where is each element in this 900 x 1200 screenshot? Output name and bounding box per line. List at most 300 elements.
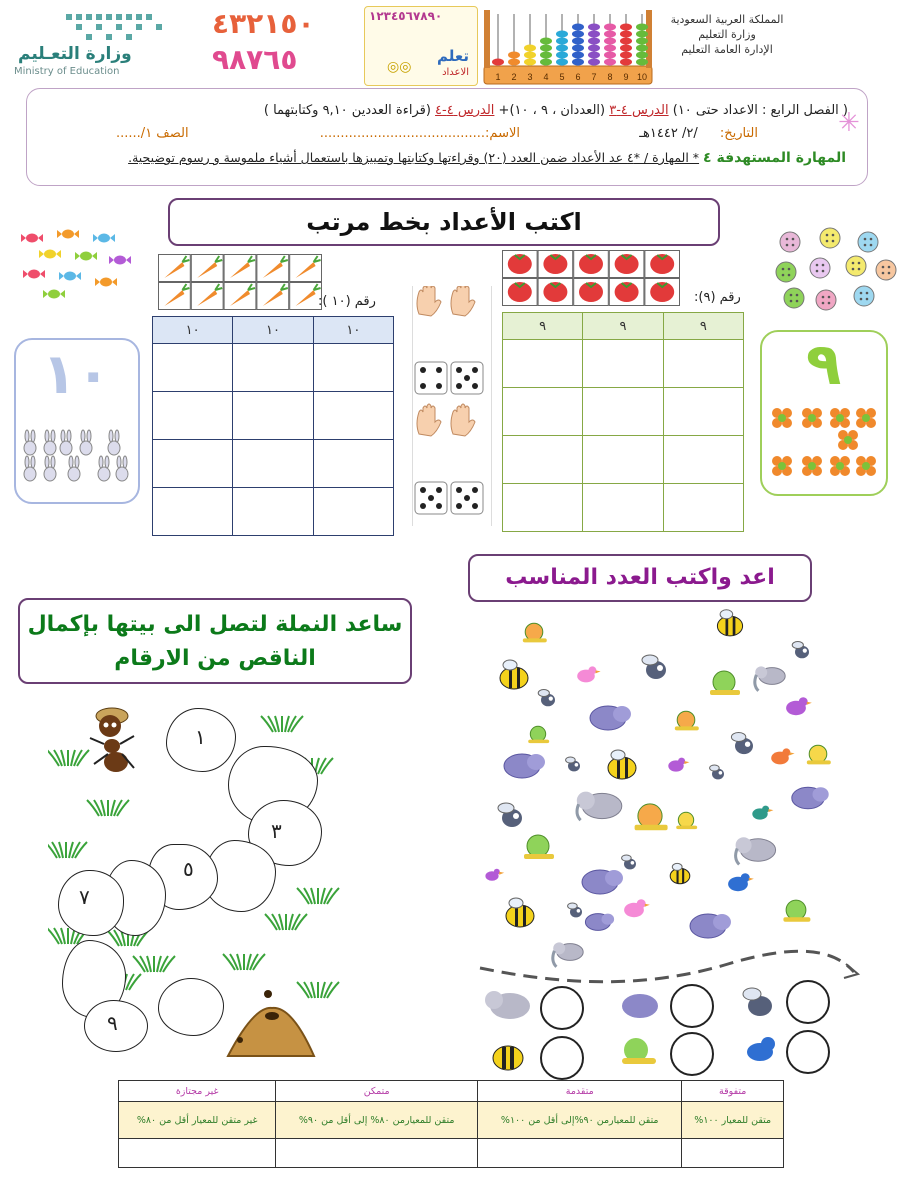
abacus-bead (588, 24, 600, 31)
bird-head (494, 869, 500, 875)
skill-label: المهارة المستهدفة ٤ (703, 150, 846, 166)
fly-eye (513, 813, 519, 819)
writing-cell[interactable] (583, 436, 663, 484)
elephant-icon (484, 984, 534, 1024)
name-label: الاسم:........................................ (319, 126, 520, 141)
rabbit-body (60, 441, 72, 455)
rubric-student-cell[interactable] (276, 1139, 478, 1168)
button-hole (822, 302, 825, 305)
snail-answer-icon (616, 1034, 660, 1068)
bee-body (608, 757, 636, 779)
button-hole (822, 270, 825, 273)
writing-cell[interactable] (663, 436, 743, 484)
bird-beak (768, 809, 773, 812)
skill-text: * المهارة / *٤ عد الأعداد ضمن العدد (٢٠) وقراءتها وكتابتها وتمييزها باستعمال أشياء ملموسة و رسوم توضيحية. (128, 150, 700, 165)
button-hole (866, 298, 869, 301)
hippo-head (713, 914, 731, 930)
button-hole (788, 274, 791, 277)
fly-wing (792, 642, 803, 649)
writing-cell[interactable] (663, 484, 743, 532)
abacus-bead (588, 38, 600, 45)
hand-shape (417, 286, 441, 316)
rabbit-ear (25, 430, 29, 442)
writing-cell[interactable] (583, 340, 663, 388)
count-write-title: اعد واكتب العدد المناسب (468, 554, 812, 602)
fly-wing (538, 690, 549, 697)
buttons-decoration (774, 226, 898, 312)
rubric-student-cell[interactable] (478, 1139, 682, 1168)
organization-lines (642, 12, 812, 57)
snail-foot (675, 726, 699, 730)
abacus-bead (620, 38, 632, 45)
learn-numbers-card (364, 6, 478, 86)
die-pip (464, 375, 470, 381)
button-shape (810, 258, 830, 278)
die-pip (472, 503, 478, 509)
abacus-bead (604, 45, 616, 52)
bird-head (762, 806, 769, 813)
bee-stripe (515, 906, 518, 926)
chapter-text: ( الفصل الرابع : الاعداد حتى ١٠) (672, 103, 848, 118)
flower-center (862, 462, 870, 470)
ten-card-number: ١٠ (42, 342, 111, 407)
abacus-number: 1 (495, 72, 501, 82)
nine-writing-table (502, 312, 744, 532)
date-field[interactable] (639, 126, 758, 141)
grass-blade (117, 800, 129, 816)
rabbit-ear (123, 456, 127, 468)
button-hole (790, 294, 793, 297)
bird-answer-icon (742, 1032, 778, 1068)
stone-number: ٣ (271, 819, 282, 843)
ant-path-title: ساعد النملة لتصل الى بيتها بإكمال الناقص من الارقام (18, 598, 412, 684)
button-hole (852, 268, 855, 271)
stone-number: ٧ (79, 885, 90, 909)
abacus-bead (604, 24, 616, 31)
snail-foot (710, 690, 740, 695)
candy-body (64, 272, 76, 281)
bee-answer-icon (488, 1036, 528, 1074)
elephant-answer-circle[interactable] (540, 986, 584, 1030)
hippo-head (527, 754, 545, 770)
skill-line (128, 150, 846, 166)
rabbit-ear (81, 430, 85, 442)
rubric-student-cell[interactable] (119, 1139, 276, 1168)
rubric-description: متقن للمعيار ١٠٠% (682, 1102, 784, 1139)
abacus-bead (540, 38, 552, 45)
writing-cell[interactable] (503, 388, 583, 436)
die-face (415, 362, 447, 394)
tomato-body (615, 254, 639, 274)
org-line-2: وزارة التعليم (698, 28, 756, 41)
abacus-bead (588, 31, 600, 38)
bee-stripe (682, 869, 684, 883)
bird-beak (684, 761, 689, 764)
stone-number: ١ (195, 725, 206, 749)
rabbit-ear (45, 456, 49, 468)
bird-beak (645, 904, 650, 907)
grass-blade (291, 716, 303, 732)
ministry-logo-english: Ministry of Education (14, 66, 120, 77)
hand-shape (451, 404, 475, 436)
rabbit-ear (99, 456, 103, 468)
nine-header-cell: ٩ (663, 313, 743, 340)
tomato-body (650, 254, 674, 274)
writing-cell[interactable] (503, 340, 583, 388)
button-shape (820, 228, 840, 248)
ant-hill-icon (224, 986, 318, 1060)
path-stone[interactable] (84, 1000, 148, 1052)
fly-eye (803, 649, 807, 653)
abacus-bead (588, 59, 600, 66)
bird-head (782, 748, 790, 756)
bird-beak (596, 670, 601, 673)
rabbit-ear (31, 456, 35, 468)
bee-wing (503, 660, 517, 670)
button-hole (888, 272, 891, 275)
grass-blade (265, 914, 277, 930)
rabbit-body (98, 467, 110, 481)
elephant-head (577, 792, 595, 810)
numbers-text: (العددان ، ٩ ، ١٠)+ (498, 103, 606, 118)
nine-card-number: ٩ (806, 330, 842, 398)
bee-stripe (677, 869, 679, 883)
writing-cell[interactable] (313, 344, 393, 392)
abacus-bead (572, 38, 584, 45)
stone-number: ٩ (107, 1011, 118, 1035)
fly-wing (731, 733, 745, 742)
abacus-number: 4 (543, 72, 549, 82)
writing-cell[interactable] (233, 488, 313, 536)
bird-answer-circle[interactable] (786, 1030, 830, 1074)
hippo-icon (618, 986, 662, 1022)
learn-card-sub: الاعداد (442, 67, 469, 78)
rubric-description: غير متقن للمعيار أقل من ٨٠% (119, 1102, 276, 1139)
abacus-bead (524, 45, 536, 52)
snail-foot (807, 760, 831, 764)
abacus-number: 7 (591, 72, 597, 82)
bee-wing (672, 863, 682, 870)
label-number-ten: رقم (١٠ ): (318, 294, 376, 309)
button-hole (832, 240, 835, 243)
button-shape (858, 232, 878, 252)
rubric-description: متقن للمعيارمن ٩٠%إلى أقل من ١٠٠% (478, 1102, 682, 1139)
bee-wing (611, 750, 625, 760)
learn-card-digits: ١٢٣٤٥٦٧٨٩٠ (369, 9, 443, 23)
writing-cell[interactable] (153, 488, 233, 536)
abacus-bead (492, 59, 504, 66)
writing-cell[interactable] (663, 340, 743, 388)
candy-body (114, 256, 126, 265)
abacus-bead (620, 31, 632, 38)
flower-center (836, 414, 844, 422)
rabbit-ear (45, 430, 49, 442)
die-pip (472, 367, 478, 373)
bee-stripe (517, 668, 520, 688)
bird-head (588, 666, 596, 674)
hands-dice-strip (412, 286, 492, 526)
rabbit-body (44, 441, 56, 455)
abacus-bead (636, 59, 648, 66)
glasses-icon: ◎◎ (387, 59, 412, 75)
path-stone[interactable] (58, 870, 124, 936)
abacus-bead (556, 52, 568, 59)
writing-cell[interactable] (233, 344, 313, 392)
abacus-bead (604, 31, 616, 38)
abacus-bead (620, 24, 632, 31)
fly-wing (622, 855, 632, 861)
fly-wing (710, 765, 720, 771)
button-hole (870, 244, 873, 247)
fly-eye (657, 665, 663, 671)
bee-body (500, 667, 528, 689)
assessment-rubric-table (118, 1080, 784, 1168)
candy-body (48, 290, 60, 299)
candy-body (44, 250, 56, 259)
die-pip (436, 503, 442, 509)
hand-shape (451, 286, 475, 316)
button-shape (776, 262, 796, 282)
bee-wing (720, 610, 733, 619)
candy-body (98, 234, 110, 243)
die-pip (456, 383, 462, 389)
nine-header-cell: ٩ (503, 313, 583, 340)
tomato-body (543, 254, 567, 274)
abacus-number: 6 (575, 72, 581, 82)
bee-wing (509, 898, 523, 908)
writing-cell[interactable] (313, 488, 393, 536)
rabbit-ear (115, 430, 119, 442)
grass-blade (327, 982, 339, 998)
button-hole (790, 300, 793, 303)
rabbit-body (80, 441, 92, 455)
abacus-bead (620, 59, 632, 66)
bird-beak (749, 878, 754, 881)
writing-cell[interactable] (233, 440, 313, 488)
rabbit-ear (109, 430, 113, 442)
abacus-bead (620, 52, 632, 59)
snail-shell (713, 671, 735, 693)
org-line-3: الإدارة العامة التعليم (681, 43, 773, 56)
flower-center (808, 414, 816, 422)
rabbit-body (116, 467, 128, 481)
bird-head (741, 873, 750, 882)
button-hole (822, 264, 825, 267)
abacus-number: 5 (559, 72, 565, 82)
writing-cell[interactable] (663, 388, 743, 436)
hippo-head (813, 787, 829, 801)
abacus-bead (604, 59, 616, 66)
rubric-student-cell[interactable] (682, 1139, 784, 1168)
abacus-bead (524, 52, 536, 59)
bee-stripe (523, 906, 526, 926)
snail-foot (523, 638, 547, 642)
die-pip (436, 383, 442, 389)
button-hole (858, 268, 861, 271)
carrot-ten-frame (158, 254, 322, 310)
abacus-bead (604, 38, 616, 45)
die-pip (436, 487, 442, 493)
path-stone[interactable] (158, 978, 224, 1036)
snail-shell (527, 835, 549, 857)
button-shape (846, 256, 866, 276)
grass-blade (48, 928, 59, 944)
fly-answer-icon (736, 984, 778, 1020)
die-pip (456, 503, 462, 509)
fly-eye (719, 771, 723, 775)
bee-body (506, 905, 534, 927)
rabbit-ear (51, 430, 55, 442)
tomato-body (508, 282, 532, 302)
bird-head (678, 758, 685, 765)
grass-blade (48, 750, 59, 766)
candy-body (100, 278, 112, 287)
writing-cell[interactable] (153, 440, 233, 488)
abacus-icon (480, 6, 656, 88)
rabbit-ear (117, 456, 121, 468)
abacus-bead (540, 59, 552, 66)
rubric-header: متفوقة (682, 1081, 784, 1102)
fly-icon (736, 984, 778, 1020)
bird-head (799, 697, 808, 706)
die-pip (428, 495, 434, 501)
number-ten-card (14, 338, 140, 504)
digits-art-line-1: ٤٣٢١٥٠ (212, 7, 315, 40)
button-hole (786, 238, 789, 241)
snail-icon (616, 1034, 660, 1068)
rabbit-ear (75, 456, 79, 468)
button-hole (882, 266, 885, 269)
button-hole (792, 238, 795, 241)
die-pip (420, 383, 426, 389)
name-field[interactable] (320, 126, 520, 141)
fly-eye (577, 909, 581, 913)
tomato-body (579, 282, 603, 302)
hippo-head (605, 870, 623, 886)
button-hole (782, 268, 785, 271)
candy-icon (20, 224, 132, 308)
tomato-body (615, 282, 639, 302)
grass-blade (295, 914, 307, 930)
abacus-bead (588, 45, 600, 52)
die-pip (456, 487, 462, 493)
button-hole (826, 234, 829, 237)
grass-blade (87, 800, 99, 816)
snail-shell (786, 900, 806, 920)
die-pip (472, 383, 478, 389)
button-hole (864, 244, 867, 247)
button-hole (828, 296, 831, 299)
button-hole (796, 294, 799, 297)
candy-body (28, 270, 40, 279)
bird-beak (807, 702, 812, 705)
lesson-3-link: الدرس ٤-٣ (609, 103, 669, 118)
fly-eye (575, 763, 579, 767)
writing-cell[interactable] (583, 388, 663, 436)
button-shape (854, 286, 874, 306)
die-pip (420, 367, 426, 373)
abacus-bead (508, 59, 520, 66)
rubric-description: متقن للمعيارمن ٨٠% إلى أقل من ٩٠% (276, 1102, 478, 1139)
abacus-bead (556, 31, 568, 38)
button-hole (816, 270, 819, 273)
tomato-ten-frame (502, 250, 680, 306)
snail-foot (524, 854, 554, 859)
ten-header-cell: ١٠ (313, 317, 393, 344)
fly-wing (568, 903, 578, 909)
bee-answer-circle[interactable] (540, 1036, 584, 1080)
button-hole (888, 266, 891, 269)
writing-cell[interactable] (153, 392, 233, 440)
bee-stripe (625, 758, 628, 778)
dice-icon (413, 286, 491, 526)
abacus-number: 3 (527, 72, 533, 82)
snail-answer-circle[interactable] (670, 1032, 714, 1076)
die-pip (420, 487, 426, 493)
fly-eye (631, 861, 635, 865)
hippo-answer-icon (618, 986, 662, 1022)
class-field[interactable]: الصف ١/...... (116, 126, 189, 141)
rubric-header: متقدمة (478, 1081, 682, 1102)
writing-cell[interactable] (233, 392, 313, 440)
lesson-4-link: الدرس ٤-٤ (435, 103, 495, 118)
fly-answer-circle[interactable] (786, 980, 830, 1024)
elephant-head (736, 837, 752, 853)
ten-writing-table (152, 316, 394, 536)
button-hole (882, 272, 885, 275)
button-hole (792, 244, 795, 247)
tomato-body (650, 282, 674, 302)
lesson-line (68, 102, 848, 120)
abacus-bead (604, 52, 616, 59)
writing-cell[interactable] (503, 484, 583, 532)
writing-cell[interactable] (313, 392, 393, 440)
grass-blade (129, 974, 141, 990)
writing-cell[interactable] (503, 436, 583, 484)
bee-stripe (733, 617, 736, 635)
button-icon (774, 226, 898, 312)
grass-blade (133, 956, 145, 972)
abacus-bead (508, 52, 520, 59)
abacus-bead (572, 52, 584, 59)
button-hole (852, 262, 855, 265)
grass-blade (163, 956, 175, 972)
snail-shell (638, 804, 662, 828)
fly-wing (498, 803, 514, 813)
abacus-bead (556, 45, 568, 52)
snail-foot (528, 740, 549, 744)
candy-body (26, 234, 38, 243)
snail-foot (635, 825, 668, 831)
hippo-answer-circle[interactable] (670, 984, 714, 1028)
writing-cell[interactable] (313, 440, 393, 488)
writing-cell[interactable] (583, 484, 663, 532)
bee-stripe (617, 758, 620, 778)
fly-wing (642, 655, 658, 665)
rabbit-body (68, 467, 80, 481)
button-hole (828, 302, 831, 305)
flower-center (778, 414, 786, 422)
writing-cell[interactable] (153, 344, 233, 392)
fly-eye (745, 742, 750, 747)
elephant-answer-icon (484, 984, 534, 1024)
rabbit-ear (25, 456, 29, 468)
die-pip (472, 487, 478, 493)
rabbit-ear (51, 456, 55, 468)
flower-center (808, 462, 816, 470)
grass-blade (253, 954, 265, 970)
write-numbers-title: اكتب الأعداد بخط مرتب (168, 198, 720, 246)
